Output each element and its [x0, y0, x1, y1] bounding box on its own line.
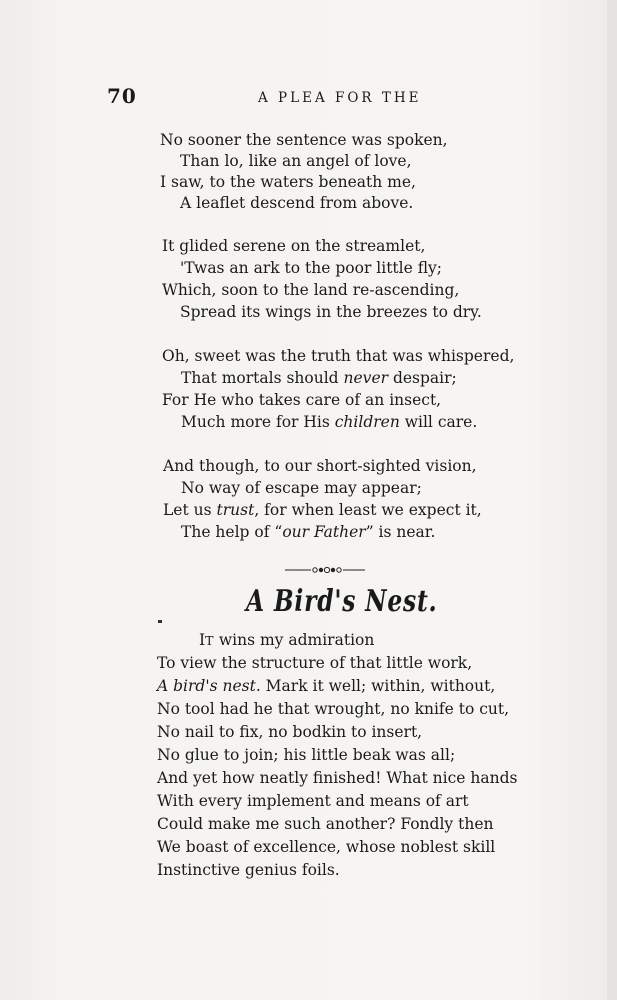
poem-line: Could make me such another? Fondly then: [157, 815, 494, 833]
poem-line: Which, soon to the land re-ascending,: [162, 281, 460, 299]
poem-line: We boast of excellence, whose noblest skill: [157, 838, 496, 856]
page-edge: [607, 0, 617, 1000]
poem-line: Spread its wings in the breezes to dry.: [180, 303, 482, 321]
poem-line: It glided serene on the streamlet,: [162, 237, 426, 255]
emphasis: never: [343, 369, 389, 387]
poem-line: A bird's nest. Mark it well; within, without,: [157, 677, 496, 695]
emphasis: A bird's nest.: [157, 677, 261, 695]
poem-line: The help of “our Father” is near.: [181, 523, 436, 541]
poem-line: And though, to our short-sighted vision,: [163, 457, 477, 475]
poem-line: 'Twas an ark to the poor little fly;: [180, 259, 443, 277]
poem-line: I saw, to the waters beneath me,: [160, 173, 416, 191]
emphasis: our Father: [282, 523, 366, 541]
poem-line: Instinctive genius foils.: [157, 861, 340, 879]
poem-line: Than lo, like an angel of love,: [180, 152, 412, 170]
poem-line: That mortals should never despair;: [181, 369, 457, 387]
emphasis: trust: [216, 501, 255, 519]
poem-line: Much more for His children will care.: [181, 413, 478, 431]
section-title: A Bird's Nest.: [246, 584, 438, 619]
poem-line: And yet how neatly finished! What nice hands: [157, 769, 518, 787]
poem-line: To view the structure of that little work,: [157, 654, 473, 672]
poem-line: Oh, sweet was the truth that was whispered,: [162, 347, 515, 365]
poem-line: No sooner the sentence was spoken,: [160, 131, 448, 149]
poem-line: With every implement and means of art: [157, 792, 469, 810]
stray-mark: [158, 620, 162, 623]
emphasis: children: [334, 413, 400, 431]
poem-line: Let us trust, for when least we expect it,: [163, 501, 482, 519]
running-head: A PLEA FOR THE: [258, 90, 422, 106]
poem-line: For He who takes care of an insect,: [162, 391, 442, 409]
poem-line: No nail to fix, no bodkin to insert,: [157, 723, 423, 741]
poem-line: A leaflet descend from above.: [180, 194, 414, 212]
poem-line: No way of escape may appear;: [181, 479, 422, 497]
ornament-divider: [285, 565, 365, 575]
poem-line: IT wins my admiration: [199, 631, 375, 649]
poem-line: No tool had he that wrought, no knife to cut,: [157, 700, 510, 718]
poem-line: No glue to join; his little beak was all;: [157, 746, 456, 764]
page-number: 70: [107, 84, 137, 108]
